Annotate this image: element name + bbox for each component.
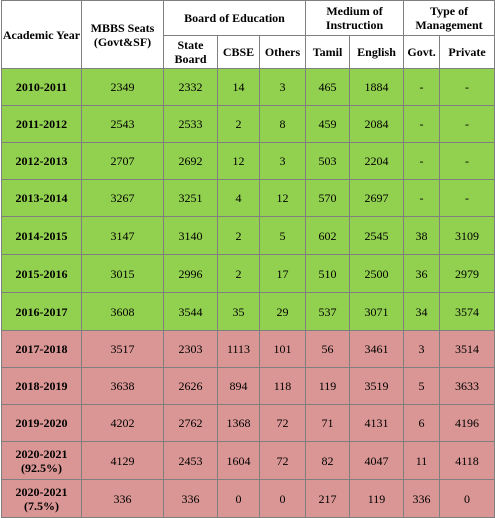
english-cell: 4131	[350, 405, 404, 442]
academic-year-cell	[2, 143, 82, 180]
private-cell: -	[440, 180, 495, 217]
mbbs-admission-table	[1, 0, 495, 518]
cbse-cell: 1604	[218, 442, 260, 480]
medium-of-instruction-header: Medium of Instruction	[306, 1, 404, 36]
others-cell: 72	[260, 442, 306, 480]
seats-cell: 3638	[82, 368, 164, 405]
state-board-cell: 336	[164, 480, 218, 518]
tamil-cell: 503	[306, 143, 350, 180]
academic-year-value: 2016-2017	[15, 304, 68, 319]
academic-year-value: 2018-2019	[15, 379, 68, 393]
tamil-cell: 119	[306, 368, 350, 405]
table-row	[2, 255, 495, 293]
academic-year-header: Academic Year	[2, 1, 82, 69]
english-header: English	[350, 36, 404, 69]
cbse-cell: 2	[218, 255, 260, 293]
others-header: Others	[260, 36, 306, 69]
others-cell: 3	[260, 143, 306, 180]
govt-header: Govt.	[404, 36, 440, 69]
english-cell: 2545	[350, 217, 404, 255]
others-cell: 12	[260, 180, 306, 217]
cbse-cell: 14	[218, 69, 260, 106]
english-cell: 3519	[350, 368, 404, 405]
header-row-top	[2, 1, 495, 36]
table-body	[2, 69, 495, 518]
table-row	[2, 180, 495, 217]
academic-year-cell	[2, 480, 82, 518]
others-cell: 101	[260, 331, 306, 368]
state-board-header: State Board	[164, 36, 218, 69]
academic-year-cell	[2, 405, 82, 442]
table-row	[2, 368, 495, 405]
govt-cell: 11	[404, 442, 440, 480]
others-cell: 8	[260, 106, 306, 143]
private-cell: 0	[440, 480, 495, 518]
type-of-management-header: Type of Management	[404, 1, 495, 36]
govt-cell: 3	[404, 331, 440, 368]
academic-year-cell	[2, 106, 82, 143]
others-cell: 17	[260, 255, 306, 293]
private-cell: 2979	[440, 255, 495, 293]
table-row	[2, 442, 495, 480]
table-row	[2, 106, 495, 143]
govt-cell: -	[404, 143, 440, 180]
cbse-cell: 35	[218, 293, 260, 331]
state-board-cell: 2692	[164, 143, 218, 180]
seats-cell: 3267	[82, 180, 164, 217]
state-board-cell: 2626	[164, 368, 218, 405]
academic-year-value: 2017-2018	[15, 342, 68, 356]
cbse-header: CBSE	[218, 36, 260, 69]
seats-cell: 3147	[82, 217, 164, 255]
tamil-cell: 217	[306, 480, 350, 518]
table-row	[2, 217, 495, 255]
private-cell: 3109	[440, 217, 495, 255]
tamil-cell: 570	[306, 180, 350, 217]
state-board-cell: 2762	[164, 405, 218, 442]
academic-year-cell	[2, 255, 82, 293]
tamil-cell: 510	[306, 255, 350, 293]
tamil-cell: 602	[306, 217, 350, 255]
state-board-cell: 2453	[164, 442, 218, 480]
state-board-cell: 3140	[164, 217, 218, 255]
academic-year-cell	[2, 180, 82, 217]
state-board-cell: 3544	[164, 293, 218, 331]
govt-cell: 6	[404, 405, 440, 442]
english-cell: 1884	[350, 69, 404, 106]
others-cell: 118	[260, 368, 306, 405]
english-cell: 2697	[350, 180, 404, 217]
academic-year-value: 2020-2021	[15, 484, 68, 499]
tamil-header: Tamil	[306, 36, 350, 69]
govt-cell: 336	[404, 480, 440, 518]
state-board-cell: 2533	[164, 106, 218, 143]
others-cell: 72	[260, 405, 306, 442]
tamil-cell: 465	[306, 69, 350, 106]
state-board-cell: 2332	[164, 69, 218, 106]
seats-cell: 2349	[82, 69, 164, 106]
private-cell: 3574	[440, 293, 495, 331]
seats-cell: 3015	[82, 255, 164, 293]
private-cell: 4196	[440, 405, 495, 442]
private-header: Private	[440, 36, 495, 69]
academic-year-cell	[2, 331, 82, 368]
academic-year-cell	[2, 368, 82, 405]
english-cell: 4047	[350, 442, 404, 480]
private-cell: 4118	[440, 442, 495, 480]
govt-cell: 36	[404, 255, 440, 293]
state-board-cell: 3251	[164, 180, 218, 217]
state-board-cell: 2996	[164, 255, 218, 293]
english-cell: 119	[350, 480, 404, 518]
cbse-cell: 2	[218, 217, 260, 255]
tamil-cell: 459	[306, 106, 350, 143]
table-row	[2, 69, 495, 106]
academic-year-cell	[2, 442, 82, 480]
govt-cell: 34	[404, 293, 440, 331]
others-cell: 3	[260, 69, 306, 106]
others-cell: 0	[260, 480, 306, 518]
english-cell: 2500	[350, 255, 404, 293]
english-cell: 2204	[350, 143, 404, 180]
academic-year-note: (7.5%)	[24, 498, 59, 513]
seats-cell: 2707	[82, 143, 164, 180]
others-cell: 5	[260, 217, 306, 255]
seats-cell: 2543	[82, 106, 164, 143]
academic-year-cell	[2, 69, 82, 106]
govt-cell: -	[404, 180, 440, 217]
mbbs-seats-header: MBBS Seats (Govt&SF)	[82, 1, 164, 69]
cbse-cell: 4	[218, 180, 260, 217]
table-row	[2, 480, 495, 518]
govt-cell: 5	[404, 368, 440, 405]
tamil-cell: 537	[306, 293, 350, 331]
tamil-cell: 56	[306, 331, 350, 368]
seats-cell: 4129	[82, 442, 164, 480]
english-cell: 3071	[350, 293, 404, 331]
private-cell: 3514	[440, 331, 495, 368]
seats-cell: 336	[82, 480, 164, 518]
academic-year-value: 2019-2020	[15, 416, 68, 430]
academic-year-value: 2012-2013	[15, 154, 68, 168]
academic-year-value: 2015-2016	[15, 266, 68, 281]
govt-cell: 38	[404, 217, 440, 255]
table-row	[2, 405, 495, 442]
english-cell: 3461	[350, 331, 404, 368]
seats-cell: 4202	[82, 405, 164, 442]
govt-cell: -	[404, 69, 440, 106]
table-row	[2, 293, 495, 331]
table-row	[2, 331, 495, 368]
english-cell: 2084	[350, 106, 404, 143]
academic-year-cell	[2, 293, 82, 331]
others-cell: 29	[260, 293, 306, 331]
academic-year-value: 2013-2014	[15, 191, 68, 205]
board-of-education-header: Board of Education	[164, 1, 306, 36]
state-board-cell: 2303	[164, 331, 218, 368]
cbse-cell: 12	[218, 143, 260, 180]
cbse-cell: 1113	[218, 331, 260, 368]
academic-year-cell	[2, 217, 82, 255]
govt-cell: -	[404, 106, 440, 143]
seats-cell: 3608	[82, 293, 164, 331]
tamil-cell: 71	[306, 405, 350, 442]
academic-year-value: 2010-2011	[15, 80, 68, 94]
seats-cell: 3517	[82, 331, 164, 368]
private-cell: -	[440, 69, 495, 106]
cbse-cell: 1368	[218, 405, 260, 442]
cbse-cell: 894	[218, 368, 260, 405]
tamil-cell: 82	[306, 442, 350, 480]
table-row	[2, 143, 495, 180]
academic-year-value: 2020-2021	[15, 446, 68, 461]
private-cell: -	[440, 106, 495, 143]
cbse-cell: 2	[218, 106, 260, 143]
academic-year-note: (92.5%)	[21, 460, 62, 475]
cbse-cell: 0	[218, 480, 260, 518]
private-cell: -	[440, 143, 495, 180]
academic-year-value: 2014-2015	[15, 228, 68, 243]
academic-year-value: 2011-2012	[15, 117, 68, 131]
private-cell: 3633	[440, 368, 495, 405]
